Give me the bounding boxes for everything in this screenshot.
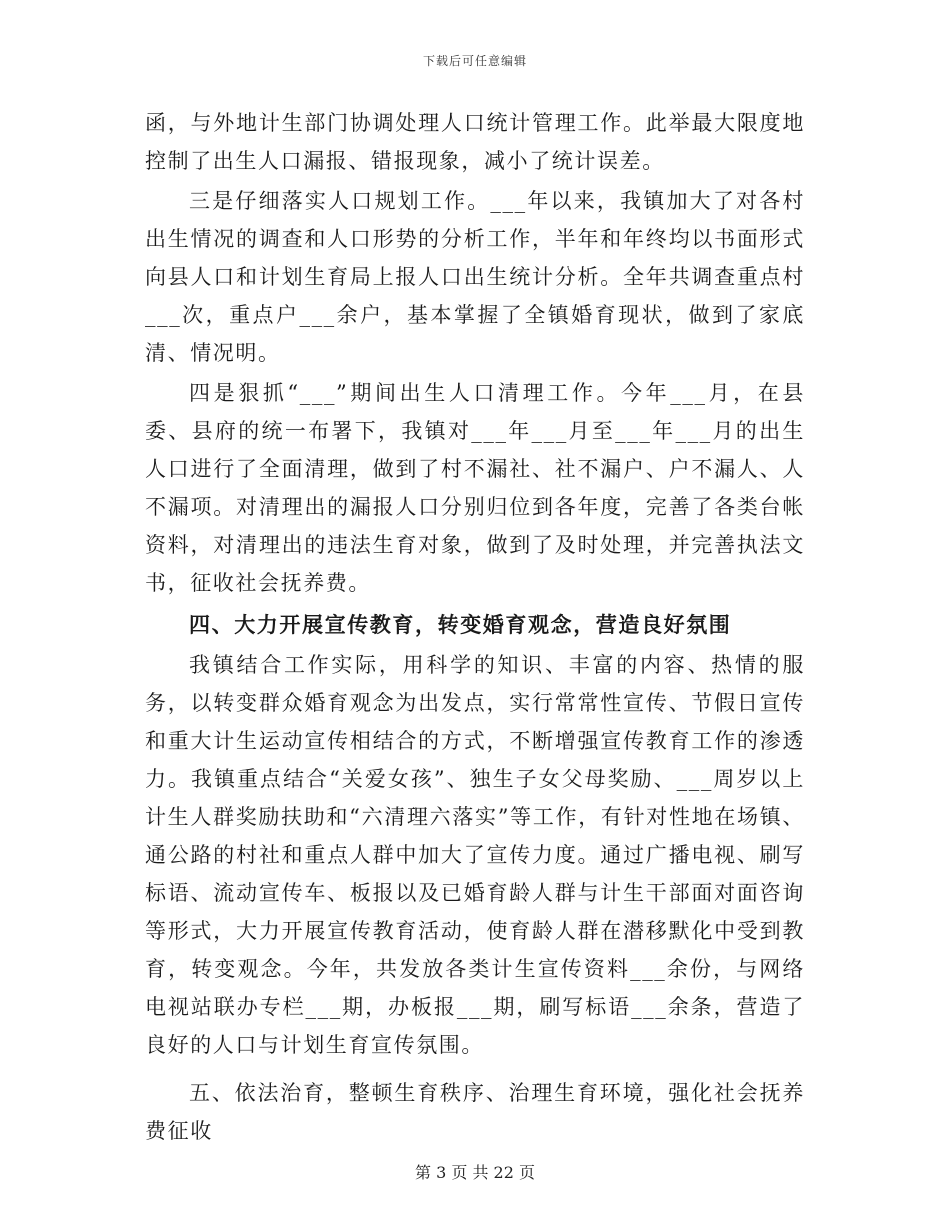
page-header-note: 下载后可任意编辑 <box>422 54 527 68</box>
section-heading-publicity: 四、大力开展宣传教育，转变婚育观念，营造良好氛围 <box>189 612 732 637</box>
paragraph-population-planning: 三是仔细落实人口规划工作。___年以来，我镇加大了对各村出生情况的调查和人口形势的分析工作，半年和年终均以书面形式向县人口和计划生育局上报人口出生统计分析。全年共调查重点村___次，重点户___余户，基本掌握了全镇婚育现状，做到了家底清、情况明。 <box>145 189 805 365</box>
paragraph-continuation: 函，与外地计生部门协调处理人口统计管理工作。此举最大限度地控制了出生人口漏报、错报现象，减小了统计误差。 <box>145 111 805 173</box>
document-body <box>145 104 805 1150</box>
paragraph-birth-cleanup: 四是狠抓“___”期间出生人口清理工作。今年___月，在县委、县府的统一布署下，我镇对___年___月至___年___月的出生人口进行了全面清理，做到了村不漏社、社不漏户、户不漏人、人不漏项。对清理出的漏报人口分别归位到各年度，完善了各类台帐资料，对清理出的违法生育对象，做到了及时处理，并完善执法文书，征收社会抚养费。 <box>145 381 805 595</box>
page-number: 第 3 页 共 22 页 <box>415 1163 535 1182</box>
paragraph-publicity-education: 我镇结合工作实际，用科学的知识、丰富的内容、热情的服务，以转变群众婚育观念为出发点，实行常常性宣传、节假日宣传和重大计生运动宣传相结合的方式，不断增强宣传教育工作的渗透力。我镇重点结合“关爱女孩”、独生子女父母奖励、___周岁以上计生人群奖励扶助和“六清理六落实”等工作，有针对性地在场镇、通公路的村社和重点人群中加大了宣传力度。通过广播电视、刷写标语、流动宣传车、板报以及已婚育龄人群与计生干部面对面咨询等形式，大力开展宣传教育活动，使育龄人群在潜移默化中受到教育，转变观念。今年，共发放各类计生宣传资料___余份，与网络电视站联办专栏___期，办板报___期，刷写标语___余条，营造了良好的人口与计划生育宣传氛围。 <box>145 653 805 1057</box>
section-heading-law-governance: 五、依法治育，整顿生育秩序、治理生育环境，强化社会抚养费征收 <box>145 1081 805 1143</box>
